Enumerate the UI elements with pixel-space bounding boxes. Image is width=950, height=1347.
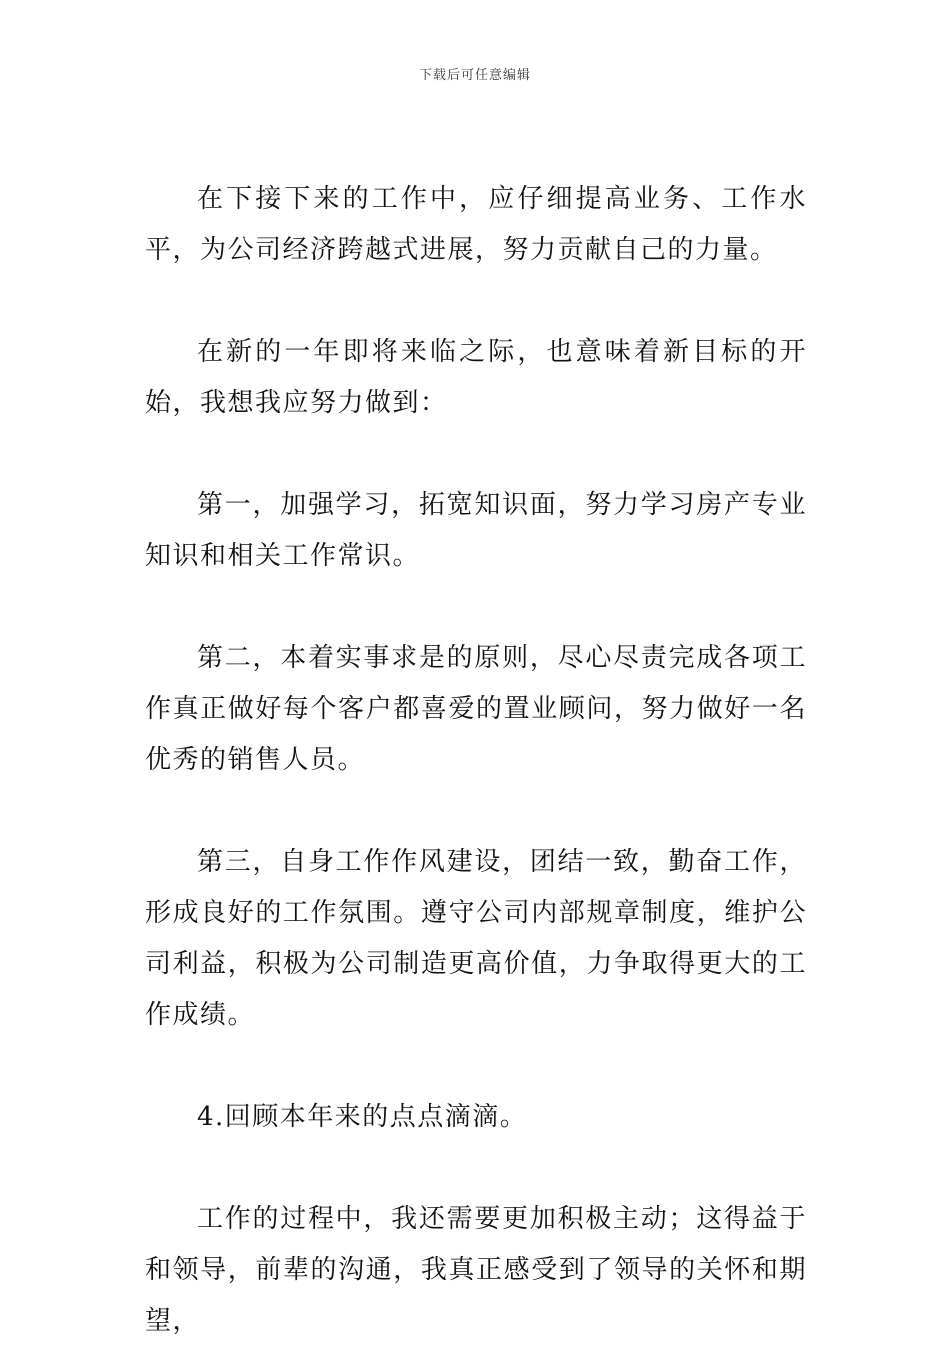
paragraph-work-process: 工作的过程中，我还需要更加积极主动；这得益于和领导，前辈的沟通，我真正感受到了领导的关怀和期望， [145,1204,807,1336]
paragraph-improve-work: 在下接下来的工作中，应仔细提高业务、工作水平，为公司经济跨越式进展，努力贡献自己的力量。 [145,184,807,265]
paragraph-new-year-goals: 在新的一年即将来临之际，也意味着新目标的开始，我想我应努力做到： [145,337,807,418]
document-body [145,174,807,1347]
paragraph-second-point: 第二，本着实事求是的原则，尽心尽责完成各项工作真正做好每个客户都喜爱的置业顾问，努力做好一名优秀的销售人员。 [145,643,807,775]
paragraph-first-point: 第一，加强学习，拓宽知识面，努力学习房产专业知识和相关工作常识。 [145,490,807,571]
page-header: 下载后可任意编辑 [418,68,531,83]
paragraph-section-4: 4.回顾本年来的点点滴滴。 [197,1102,528,1132]
paragraph-third-point: 第三，自身工作作风建设，团结一致，勤奋工作，形成良好的工作氛围。遵守公司内部规章制度，维护公司利益，积极为公司制造更高价值，力争取得更大的工作成绩。 [145,847,807,1030]
